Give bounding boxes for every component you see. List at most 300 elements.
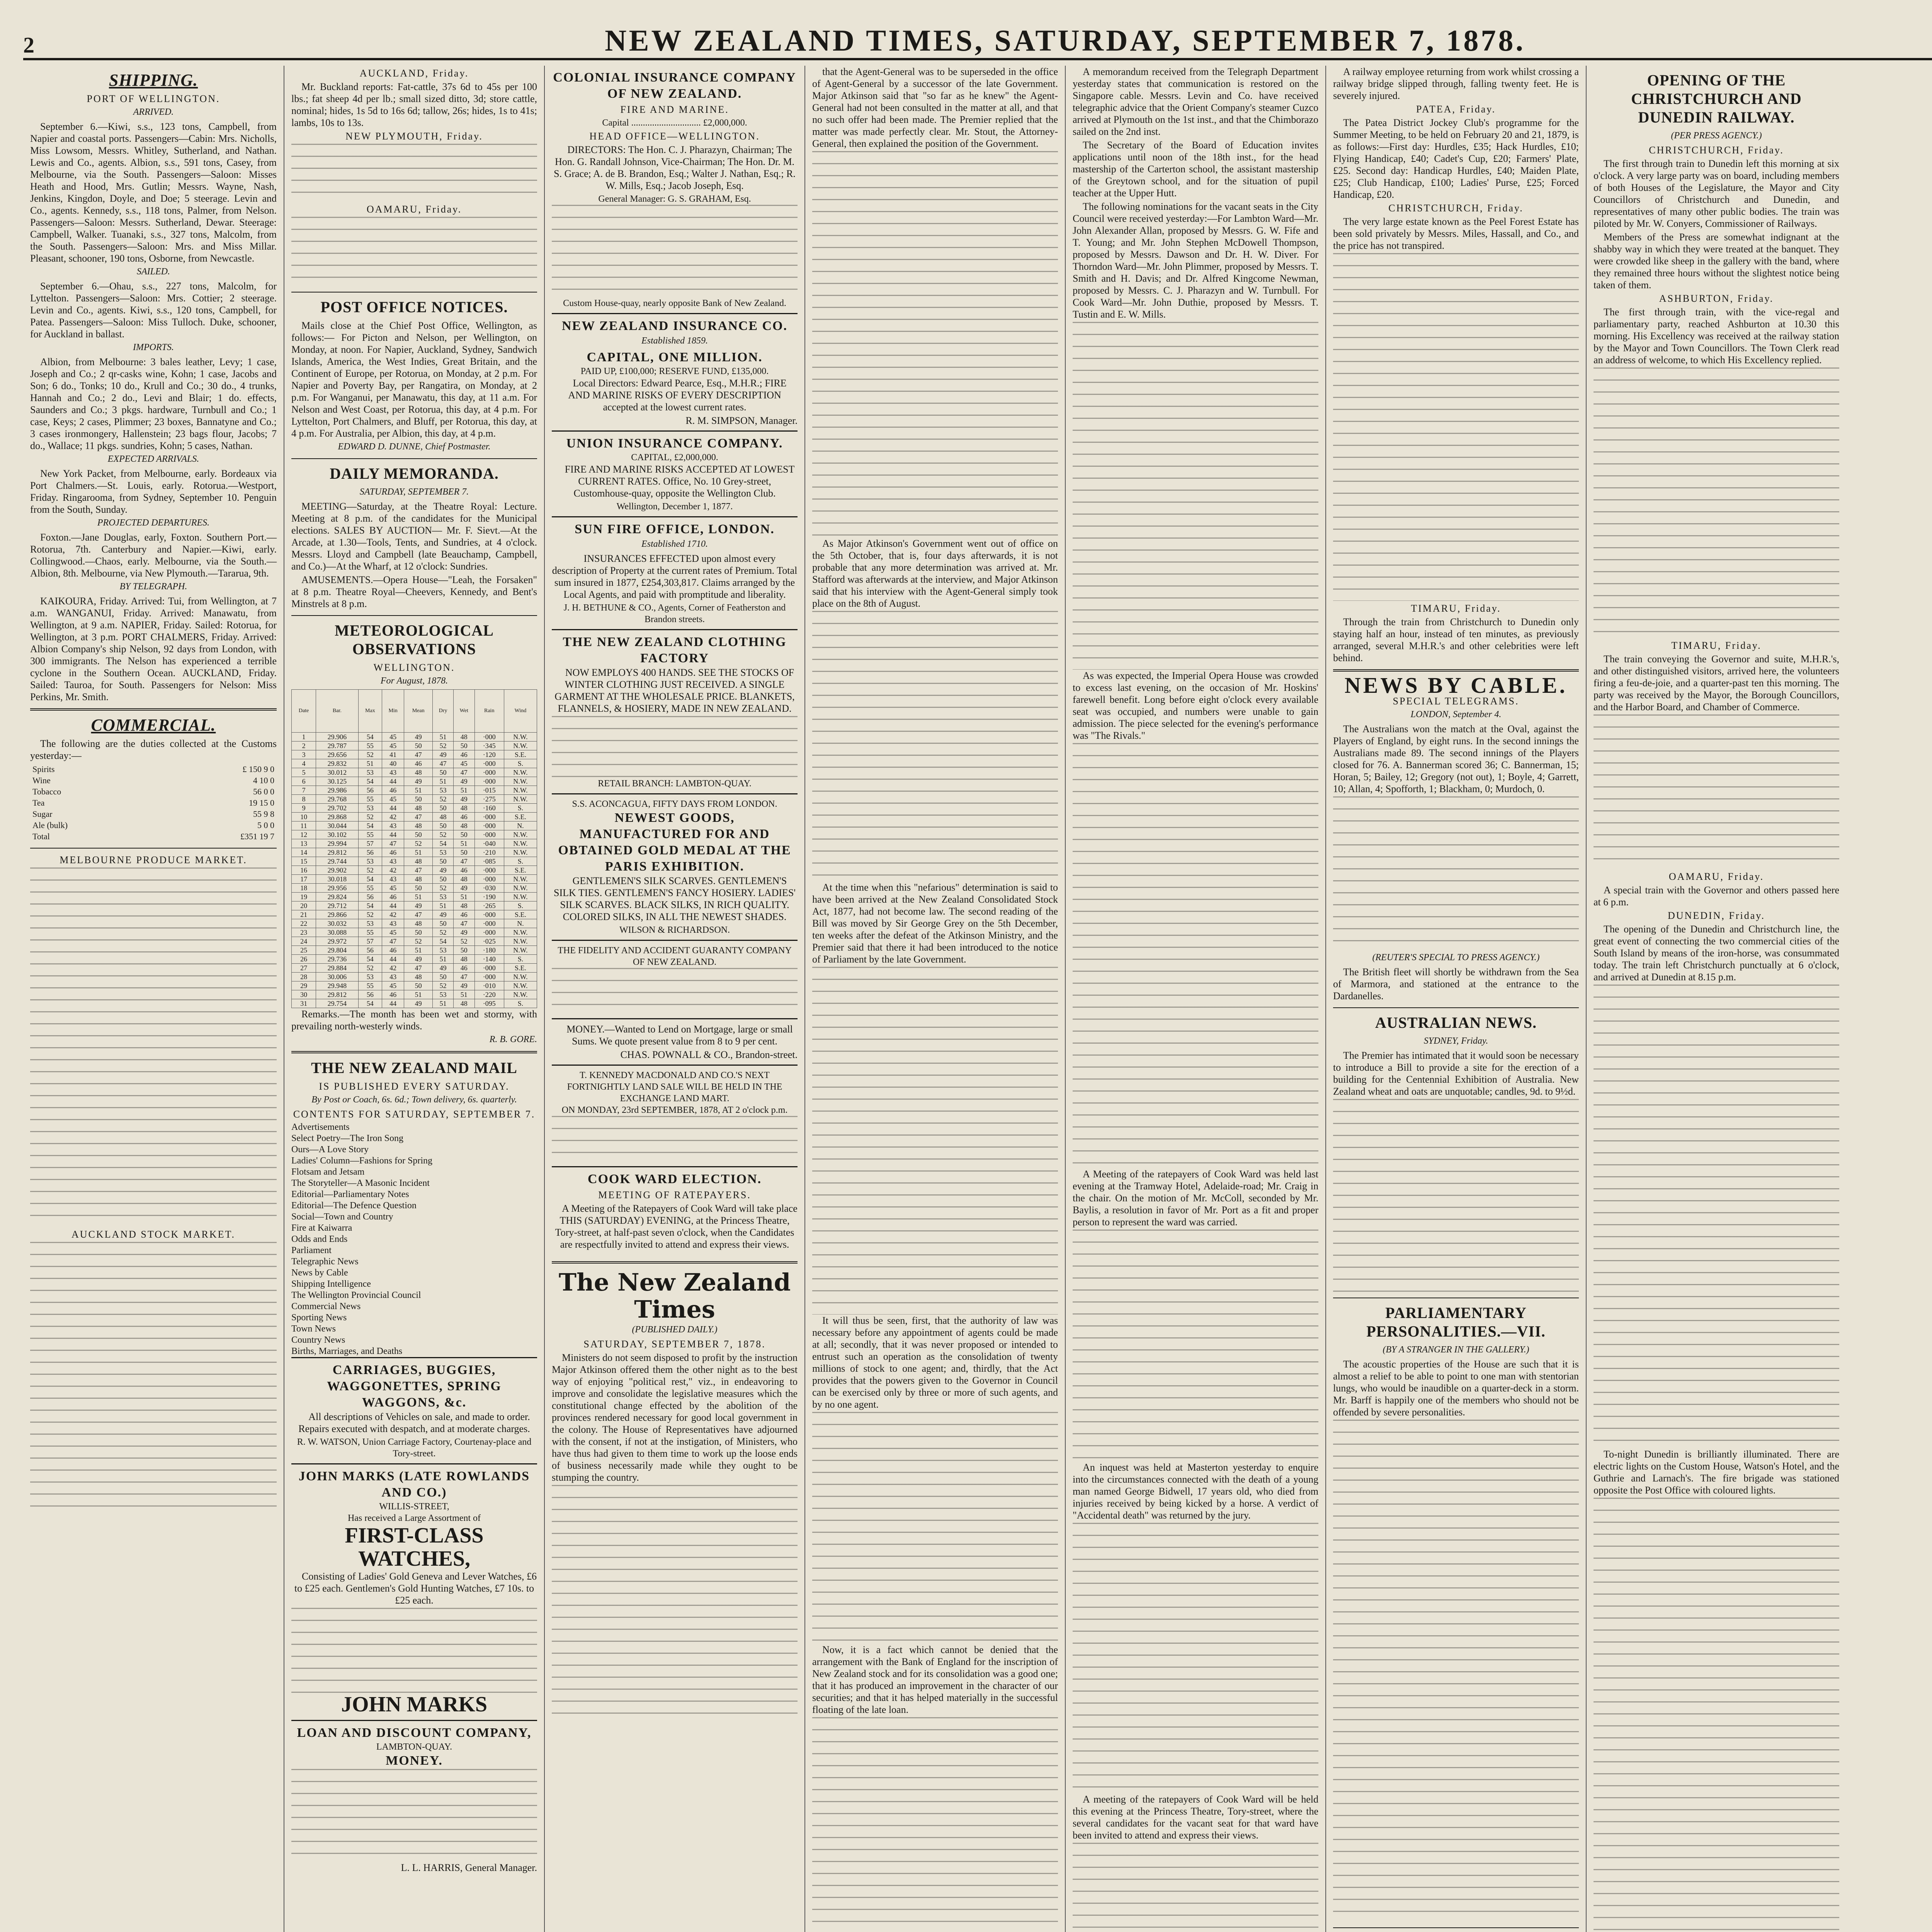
nzins-sign: R. M. SIMPSON, Manager.	[685, 415, 798, 426]
jm-sub: WILLIS-STREET,	[379, 1502, 449, 1512]
met-cell: 49	[433, 964, 454, 973]
met-cell: 29	[292, 981, 316, 990]
met-cell: S.	[504, 901, 537, 910]
money-advert	[552, 1018, 798, 1065]
duty-amount: 56 0 0	[253, 787, 274, 796]
met-cell: 50	[433, 875, 454, 884]
divider	[30, 848, 277, 849]
oamaru-head: OAMARU, Friday.	[1668, 871, 1764, 882]
met-cell: 50	[453, 946, 474, 955]
goods-heading: NEWEST GOODS, MANUFACTURED FOR AND OBTAINED GOLD MEDAL AT THE PARIS EXHIBITION.	[558, 811, 791, 874]
union-capital: CAPITAL, £2,000,000.	[631, 452, 718, 463]
body-text-block	[812, 1412, 1058, 1644]
met-row	[292, 999, 537, 1008]
met-cell: 49	[433, 750, 454, 759]
kennedy-date: ON MONDAY, 23rd SEPTEMBER, 1878, AT 2 o'clock p.m.	[561, 1105, 788, 1115]
news-item: A Meeting of the ratepayers of Cook Ward was held last evening at the Tramway Hotel, Adelaide-road; Mr. Craig in the chair. On the motion of Mr. McColl, seconded by Mr. Baylis, a resolution in favor of Mr. Port as a fit and proper person to represent the ward was carried.	[1073, 1168, 1318, 1228]
masthead	[23, 15, 1932, 60]
duty-row	[31, 764, 276, 774]
met-cell: 53	[433, 848, 454, 857]
met-cell: ·000	[474, 759, 504, 768]
sunfire-text: INSURANCES EFFECTED upon almost every description of Property at the current rates of Premium. Total sum insured in 1877, £254,303,817. Claims arranged by the Local Agents, and paid with promptitude and liberality.	[552, 553, 798, 600]
met-cell: 49	[433, 866, 454, 875]
columns	[23, 66, 1932, 1932]
colonial-advert	[552, 66, 798, 313]
met-column-header: Dry	[433, 690, 454, 733]
met-row	[292, 795, 537, 804]
body-text-block	[1333, 1420, 1579, 1922]
mail-contents-item: The Wellington Provincial Council	[291, 1290, 421, 1300]
met-cell: 29.906	[316, 733, 358, 742]
mail-contents-item: Flotsam and Jetsam	[291, 1167, 365, 1177]
met-cell: 47	[453, 768, 474, 777]
met-cell: 52	[433, 830, 454, 839]
column-7	[1586, 66, 1846, 1932]
met-cell: 50	[404, 928, 433, 937]
body-text-block	[1333, 253, 1579, 601]
divider	[30, 708, 277, 711]
met-cell: 49	[404, 901, 433, 910]
nzins-text: Local Directors: Edward Pearce, Esq., M.H.R.; FIRE AND MARINE RISKS OF EVERY DESCRIPTION accepted at the lowest current rates.	[568, 378, 787, 413]
met-cell: 54	[358, 901, 382, 910]
duty-item: Tea	[32, 798, 45, 808]
nzins-est: Established 1859.	[641, 336, 708, 346]
news-item: A meeting of the ratepayers of Cook Ward will be held this evening at the Princess Theatre, Tory-street, where the several candidates for the vacant seat for that ward have been invited to attend and express their views.	[1073, 1794, 1318, 1841]
post-text: Mails close at the Chief Post Office, Wellington, as follows:— For Picton and Nelson, per Wellington, on Monday, at noon. For Napier, Auckland, Sydney, Sandwich Islands, America, the West Indies, Great Britain, and the Continent of Europe, per Rotorua, on Monday, at 2 p.m. For Napier and Poverty Bay, per Rangatira, on Monday, at 2 p.m. For Wanganui, per Manawatu, this day, at 11 a.m. For Nelson and West Coast, per Rotorua, this day, at 4 p.m. For Lyttelton, Port Chalmers, and Bluff, per Rotorua, this day, at 4 p.m. For Australia, per Albion, this day, at 4 p.m.	[291, 320, 537, 439]
timaru-head: TIMARU, Friday.	[1671, 640, 1762, 651]
met-cell: 53	[358, 919, 382, 928]
body-text-block	[552, 968, 798, 1014]
editorial-cont-3: At the time when this "nefarious" determination is said to have been arrived at the New Zealand Consolidated Stock Act, 1877, had not become law. The second reading of the Bill was moved by Sir George Grey on the 5th December, ten weeks after the defeat of the Atkinson Ministry, and the Premier said that there it had been introduced to the notice of Parliament by the late Government.	[812, 882, 1058, 965]
met-cell: 48	[404, 919, 433, 928]
met-cell: 30.125	[316, 777, 358, 786]
met-cell: S.	[504, 955, 537, 964]
met-cell: ·140	[474, 955, 504, 964]
met-cell: S.E.	[504, 750, 537, 759]
met-cell: 51	[433, 999, 454, 1008]
met-cell: 29.994	[316, 839, 358, 848]
met-cell: 52	[358, 910, 382, 919]
met-cell: N.W.	[504, 981, 537, 990]
sunfire-est: Established 1710.	[641, 539, 708, 549]
telegraph-label: BY TELEGRAPH.	[119, 582, 187, 592]
met-cell: 56	[358, 786, 382, 795]
met-cell: 46	[453, 910, 474, 919]
opening-text-2: Members of the Press are somewhat indignant at the shabby way in which they were treated at the banquet. They were crowded like sheep in the gallery with the band, where they remained three hours without the slightest notice being taken of them.	[1594, 231, 1839, 291]
met-cell: 56	[358, 848, 382, 857]
loan-advert	[291, 1720, 537, 1878]
met-cell: 51	[453, 990, 474, 999]
amusements-text: AMUSEMENTS.—Opera House—"Leah, the Forsaken" at 8 p.m. Theatre Royal—Cheevers, Kennedy, and Bent's Minstrels at 8 p.m.	[291, 574, 537, 609]
met-cell: 20	[292, 901, 316, 910]
met-cell: N.W.	[504, 795, 537, 804]
met-cell: 50	[433, 973, 454, 981]
met-cell: 50	[453, 830, 474, 839]
mail-contents-item: Births, Marriages, and Deaths	[291, 1346, 403, 1356]
news-item: The following nominations for the vacant seats in the City Council were received yesterday:—For Lambton Ward—Mr. John Alexander Allan, proposed by Messrs. G. W. Fife and T. Young; and Mr. John Stephen McDowell Thompson, proposed by Messrs. Dawson and Dr. H. W. Diver. For Thorndon Ward—Mr. John Plimmer, proposed by Messrs. T. Smith and H. Davis; and Dr. Alfred Kingcome Newman, proposed by Messrs. C. J. Pharazyn and W. Turnbull. For Cook Ward—Mr. John Duthie, proposed by Messrs. T. Tustin and E. W. Mills.	[1073, 201, 1318, 320]
met-cell: 50	[404, 981, 433, 990]
met-cell: 57	[358, 937, 382, 946]
met-column-header: Wet	[453, 690, 474, 733]
met-cell: 9	[292, 804, 316, 813]
met-cell: 30.032	[316, 919, 358, 928]
met-row	[292, 955, 537, 964]
met-cell: ·345	[474, 742, 504, 750]
mail-contents-list	[291, 1122, 537, 1357]
met-cell: 46	[404, 759, 433, 768]
met-cell: 54	[358, 821, 382, 830]
met-cell: 49	[404, 777, 433, 786]
met-cell: 47	[404, 750, 433, 759]
mail-contents: CONTENTS FOR SATURDAY, SEPTEMBER 7.	[293, 1109, 536, 1120]
met-cell: 53	[358, 768, 382, 777]
body-text-block	[1333, 1099, 1579, 1292]
goods-list: GENTLEMEN'S SILK SCARVES. GENTLEMEN'S SILK TIES. GENTLEMEN'S FANCY HOSIERY. LADIES' SILK SCARVES. BLACK SILKS, IN RICH QUALITY. COLORED SILKS, IN ALL THE NEWEST SHADES.	[554, 875, 796, 922]
met-cell: S.	[504, 804, 537, 813]
met-row	[292, 821, 537, 830]
body-text-block	[1594, 714, 1839, 869]
met-cell: 49	[433, 910, 454, 919]
met-cell: N.W.	[504, 839, 537, 848]
divider	[291, 458, 537, 459]
jm-watches: FIRST-CLASS WATCHES,	[345, 1524, 484, 1571]
met-cell: ·000	[474, 866, 504, 875]
met-cell: 53	[433, 786, 454, 795]
met-cell: 45	[382, 884, 404, 893]
met-row	[292, 884, 537, 893]
met-cell: 29.972	[316, 937, 358, 946]
body-text-block	[1594, 367, 1839, 638]
divider	[291, 292, 537, 293]
met-cell: N.W.	[504, 973, 537, 981]
body-text-block	[812, 611, 1058, 881]
met-cell: 29.902	[316, 866, 358, 875]
met-row	[292, 759, 537, 768]
met-cell: 54	[358, 733, 382, 742]
met-cell: ·010	[474, 981, 504, 990]
sun-fire-advert	[552, 516, 798, 629]
nz-insurance-advert	[552, 313, 798, 430]
met-row	[292, 786, 537, 795]
column-2	[284, 66, 544, 1932]
paper-date: SATURDAY, SEPTEMBER 7, 1878.	[583, 1338, 766, 1350]
clothing-sign: RETAIL BRANCH: LAMBTON-QUAY.	[598, 779, 752, 789]
body-text-block	[291, 1769, 537, 1862]
met-cell: 57	[358, 839, 382, 848]
duty-row	[31, 775, 276, 786]
met-cell: 50	[404, 830, 433, 839]
union-sign: Wellington, December 1, 1877.	[616, 502, 733, 512]
body-text-block	[291, 1608, 537, 1693]
sailed-text: September 6.—Ohau, s.s., 227 tons, Malcolm, for Lyttelton. Passengers—Saloon: Mrs. Cottier; 2 steerage. Levin and Co., agents. Kiwi, s.s., 120 tons, Campbell, for Patea. Passengers—Saloon: Miss Tulloch. Duke, schooner, for Auckland in ballast.	[30, 281, 277, 340]
met-cell: N.W.	[504, 884, 537, 893]
met-row	[292, 990, 537, 999]
ashburton-text: The first through train, with the vice-regal and parliamentary party, reached Ashburton at 10.30 this morning. His Excellency was received at the railway station by the Mayor and Town Councillors. The Town Clerk read an address of welcome, to which His Excellency replied.	[1594, 306, 1839, 366]
cookward-heading: COOK WARD ELECTION.	[587, 1172, 762, 1186]
body-text-block	[30, 867, 277, 1227]
met-cell: 50	[433, 857, 454, 866]
met-row	[292, 901, 537, 910]
colonial-manager: General Manager: G. S. GRAHAM, Esq.	[598, 194, 751, 204]
met-row	[292, 973, 537, 981]
aus-heading: AUSTRALIAN NEWS.	[1375, 1014, 1537, 1031]
met-cell: 44	[382, 830, 404, 839]
news-item: A memorandum received from the Telegraph Department yesterday states that communication is restored on the Singapore cable. Messrs. Levin and Co. have received telegraphic advice that the Orient Company's steamer Cuzco arrived at Plymouth on the 1st inst., and that the Chimborazo sailed on the 2nd inst.	[1073, 66, 1318, 137]
body-text-block	[291, 144, 537, 202]
arrived-label: ARRIVED.	[133, 107, 174, 117]
met-cell: 42	[382, 813, 404, 821]
met-cell: 51	[404, 990, 433, 999]
column-5	[1065, 66, 1325, 1932]
met-cell: 49	[453, 981, 474, 990]
met-cell: N.W.	[504, 768, 537, 777]
duty-amount: £351 19 7	[240, 832, 274, 841]
met-cell: 50	[433, 804, 454, 813]
met-cell: 8	[292, 795, 316, 804]
mail-contents-item: Editorial—The Defence Question	[291, 1201, 417, 1211]
mail-contents-item: Editorial—Parliamentary Notes	[291, 1189, 409, 1199]
oamaru-head: OAMARU, Friday.	[366, 204, 462, 215]
mail-contents-item: The Storyteller—A Masonic Incident	[291, 1178, 430, 1188]
met-cell: 48	[404, 857, 433, 866]
met-cell: 56	[358, 990, 382, 999]
met-cell: 49	[453, 777, 474, 786]
clothing-advert	[552, 629, 798, 793]
post-heading: POST OFFICE NOTICES.	[320, 298, 508, 316]
met-cell: 45	[453, 759, 474, 768]
body-text-block	[1073, 1523, 1318, 1793]
auckland-stock-heading: AUCKLAND STOCK MARKET.	[71, 1229, 235, 1240]
oamaru-text: A special train with the Governor and others passed here at 6 p.m.	[1594, 884, 1839, 908]
mail-contents-item: Country News	[291, 1335, 345, 1345]
duty-item: Total	[32, 832, 50, 841]
met-cell: ·210	[474, 848, 504, 857]
met-cell: 47	[404, 910, 433, 919]
divider	[291, 615, 537, 616]
met-cell: 51	[404, 946, 433, 955]
met-cell: 52	[404, 839, 433, 848]
met-cell: N.	[504, 919, 537, 928]
met-cell: 19	[292, 893, 316, 901]
met-cell: 46	[382, 786, 404, 795]
column-1	[23, 66, 284, 1932]
met-cell: 52	[358, 866, 382, 875]
met-row	[292, 875, 537, 884]
met-cell: 43	[382, 973, 404, 981]
met-cell: 18	[292, 884, 316, 893]
ashburton-head: ASHBURTON, Friday.	[1659, 293, 1774, 304]
loan-sub: LAMBTON-QUAY.	[376, 1742, 452, 1752]
dunedin-text: The opening of the Dunedin and Christchurch line, the great event of connecting the two commercial cities of the South Island by means of the iron-horse, was consummated today. The train left Christchurch punctually at 6 o'clock, and arrived at Dunedin at 8.15 p.m.	[1594, 923, 1839, 983]
met-cell: 48	[404, 973, 433, 981]
carriages-text: All descriptions of Vehicles on sale, and made to order. Repairs executed with despatch, and at moderate charges.	[298, 1411, 530, 1434]
union-advert	[552, 430, 798, 516]
met-cell: 28	[292, 973, 316, 981]
divider	[1333, 669, 1579, 672]
met-row	[292, 742, 537, 750]
met-row	[292, 777, 537, 786]
christchurch-head: CHRISTCHURCH, Friday.	[1388, 202, 1524, 214]
union-text: FIRE AND MARINE RISKS ACCEPTED AT LOWEST CURRENT RATES. Office, No. 10 Grey-street, Customhouse-quay, opposite the Wellington Club.	[565, 464, 795, 499]
met-cell: 29.986	[316, 786, 358, 795]
met-row	[292, 839, 537, 848]
met-cell: ·190	[474, 893, 504, 901]
met-cell: 47	[433, 759, 454, 768]
met-cell: 49	[404, 955, 433, 964]
met-cell: 29.702	[316, 804, 358, 813]
met-cell: 56	[358, 946, 382, 955]
met-cell: ·000	[474, 777, 504, 786]
memoranda-text: MEETING—Saturday, at the Theatre Royal: Lecture. Meeting at 8 p.m. of the candidates for the Municipal elections. SALES BY AUCTION— Mr. F. Sievt.—At the Arcade, at 1.30—Tools, Tents, and Sundries, at 4 o'clock. Messrs. Lloyd and Campbell (late Beauchamp, Campbell, and Co.)—At the Wharf, at 12 o'clock: Sundries.	[291, 501, 537, 572]
body-text-block	[1073, 743, 1318, 1168]
met-cell: 43	[382, 875, 404, 884]
met-cell: 50	[453, 742, 474, 750]
met-cell: 50	[433, 821, 454, 830]
met-cell: 52	[433, 981, 454, 990]
met-cell: 45	[382, 981, 404, 990]
colonial-agents: Custom House-quay, nearly opposite Bank of New Zealand.	[563, 298, 786, 308]
met-cell: 43	[382, 857, 404, 866]
duty-row	[31, 798, 276, 808]
mail-contents-item: Ladies' Column—Fashions for Spring	[291, 1156, 432, 1166]
met-cell: 47	[453, 857, 474, 866]
met-cell: ·000	[474, 964, 504, 973]
sunfire-sign: J. H. BETHUNE & CO., Agents, Corner of Featherston and Brandon streets.	[563, 603, 786, 624]
telegraph-text: KAIKOURA, Friday. Arrived: Tui, from Wellington, at 7 a.m. WANGANUI, Friday. Arrived: Manawatu, from Wellington, at 9 a.m. NAPIER, Friday. Sailed: Rotorua, for Wellington, at 3 p.m. PORT CHALMERS, Friday. Arrived: Albion Company's ship Nelson, 92 days from London, with 300 immigrants. The Nelson has experienced a terrible cyclone in the Southern Ocean. AUCKLAND, Friday. Sailed: Tauroa, for South. Passengers for Nelson: Miss Perkins, Mr. Smith.	[30, 595, 277, 702]
met-cell: 55	[358, 884, 382, 893]
met-cell: 47	[404, 964, 433, 973]
met-cell: 40	[382, 759, 404, 768]
met-cell: 47	[382, 937, 404, 946]
met-cell: 46	[453, 866, 474, 875]
met-column-header: Bar.	[316, 690, 358, 733]
melbourne-text	[30, 867, 277, 1227]
met-cell: 45	[382, 733, 404, 742]
cable-heading: NEWS BY CABLE.	[1344, 673, 1568, 698]
met-cell: N.W.	[504, 946, 537, 955]
met-cell: 50	[453, 848, 474, 857]
met-cell: 43	[382, 768, 404, 777]
met-cell: S.E.	[504, 866, 537, 875]
news-item: An inquest was held at Masterton yesterday to enquire into the circumstances connected with the death of a young man named George Bidwell, 17 years old, who died from injuries received by being kicked by a horse. A verdict of "Accidental death" was returned by the jury.	[1073, 1462, 1318, 1521]
met-cell: 54	[358, 955, 382, 964]
news-item: The Secretary of the Board of Education invites applications until noon of the 18th inst., for the head mastership of the Carterton school, the assistant mastership of the Greytown school, and for the situation of pupil teacher at the Upper Hutt.	[1073, 139, 1318, 199]
met-cell: 49	[453, 928, 474, 937]
met-cell: 17	[292, 875, 316, 884]
mail-contents-item: Telegraphic News	[291, 1257, 359, 1267]
met-cell: 53	[433, 990, 454, 999]
met-cell: 30.018	[316, 875, 358, 884]
met-column-header: Date	[292, 690, 316, 733]
column-6	[1325, 66, 1586, 1932]
met-cell: 42	[382, 910, 404, 919]
met-cell: 55	[358, 928, 382, 937]
body-text-block	[552, 205, 798, 298]
met-signoff: R. B. GORE.	[489, 1034, 537, 1044]
met-cell: 29.754	[316, 999, 358, 1008]
cable-text: The Australians won the match at the Oval, against the Players of England, by eight runs. In the second innings the Australians made 89. The second innings of the Players closed for 76. A. Bannerman scored 36; C. Bannerman, 15; Horan, 5; Bailey, 12; Gregory (not out), 1; Boyle, 4; Garrett, 10; Allan, 4; Spofforth, 1; Blackham, 0; Murdoch, 0.	[1333, 723, 1579, 794]
auckland-head: AUCKLAND, Friday.	[359, 68, 469, 79]
met-cell: N.W.	[504, 848, 537, 857]
jm-footer: JOHN MARKS	[341, 1692, 487, 1716]
projected-label: PROJECTED DEPARTURES.	[97, 518, 210, 528]
duty-amount: £ 150 9 0	[242, 764, 274, 774]
mail-contents-item: Odds and Ends	[291, 1234, 348, 1244]
met-cell: 51	[404, 786, 433, 795]
met-cell: 29.736	[316, 955, 358, 964]
met-cell: 52	[358, 750, 382, 759]
met-cell: 27	[292, 964, 316, 973]
met-row	[292, 750, 537, 759]
duties-table	[30, 763, 277, 842]
met-cell: 48	[453, 999, 474, 1008]
body-text-block	[1594, 1498, 1839, 1932]
met-cell: 53	[433, 893, 454, 901]
met-heading: METEOROLOGICAL OBSERVATIONS	[335, 622, 494, 658]
met-cell: N.W.	[504, 937, 537, 946]
met-cell: 48	[453, 804, 474, 813]
divider	[1333, 1927, 1579, 1928]
body-text-block	[552, 1485, 798, 1717]
timaru-text: Through the train from Christchurch to Dunedin only staying half an hour, instead of ten minutes, as previously arranged, several M.H.R.'s and other celebrities were left behind.	[1333, 616, 1579, 663]
column-4	[804, 66, 1065, 1932]
met-cell: ·180	[474, 946, 504, 955]
divider	[1333, 1007, 1579, 1008]
met-row	[292, 848, 537, 857]
met-cell: 50	[404, 884, 433, 893]
met-cell: 54	[433, 937, 454, 946]
kennedy-text: T. KENNEDY MACDONALD AND CO.'S NEXT FORTNIGHTLY LAND SALE WILL BE HELD IN THE EXCHANGE LAND MART.	[567, 1070, 782, 1104]
patea-head: PATEA, Friday.	[1416, 104, 1496, 115]
cookward-sub: MEETING OF RATEPAYERS.	[598, 1189, 751, 1201]
mail-contents-item: Sporting News	[291, 1313, 347, 1323]
clothing-heading: THE NEW ZEALAND CLOTHING FACTORY	[563, 635, 787, 665]
met-cell: 29.656	[316, 750, 358, 759]
met-cell: 52	[358, 964, 382, 973]
met-cell: 30.012	[316, 768, 358, 777]
met-cell: S.	[504, 999, 537, 1008]
met-cell: 11	[292, 821, 316, 830]
met-cell: 47	[404, 866, 433, 875]
timaru-text: The train conveying the Governor and suite, M.H.R.'s, and other distinguished visitors, arrived here, the volunteers firing a feu-de-joie, and a quarter-past ten this morning. The party was received by the Mayor, the Borough Councillors, and the Harbor Board, and Chamber of Commerce.	[1594, 653, 1839, 713]
met-cell: ·000	[474, 813, 504, 821]
met-cell: S.	[504, 759, 537, 768]
met-cell: ·095	[474, 999, 504, 1008]
aus-text: The Premier has intimated that it would soon be necessary to introduce a Bill to provide a site for the erection of a building for the Centennial Exhibition of Australia. New Zealand wheat and oats are unquotable; candles, 9d. to 9½d.	[1333, 1050, 1579, 1097]
met-cell: 48	[404, 768, 433, 777]
met-cell: 46	[382, 893, 404, 901]
met-row	[292, 768, 537, 777]
goods-advert	[552, 793, 798, 940]
met-cell: N.W.	[504, 733, 537, 742]
mail-contents-item: Fire at Kaiwarra	[291, 1223, 352, 1233]
christchurch-text: The very large estate known as the Peel Forest Estate has been sold privately by Messrs. Miles, Hassall, and Co., and the price has not transpired.	[1333, 216, 1579, 251]
met-cell: 23	[292, 928, 316, 937]
editorial-cont-5: Now, it is a fact which cannot be denied that the arrangement with the Bank of England for the inscription of New Zealand stock and for its consolidation was a good one; that it has produced an improvement in the character of our securities; and that it has helped materially in the successful floating of the late loan.	[812, 1644, 1058, 1715]
john-marks-advert	[291, 1463, 537, 1720]
port-heading: PORT OF WELLINGTON.	[87, 93, 220, 104]
body-text-block	[1073, 1843, 1318, 1932]
paper-sub: (PUBLISHED DAILY.)	[632, 1325, 718, 1335]
met-cell: 48	[453, 901, 474, 910]
met-table	[291, 689, 537, 1008]
met-cell: 50	[404, 742, 433, 750]
editorial-text: Ministers do not seem disposed to profit by the instruction Major Atkinson offered them the other night as to the best way of enjoying "political rest," viz., in endeavoring to improve and consolidate the legislative measures which the constitutional change effected by the abolition of the provinces rendered necessary for good local government in the colony. The House of Representatives have adjourned with the consent, if not at the instigation, of Ministers, who have thus had given to them time to work up the loose ends of business necessarily made while they ought to be stumping the country.	[552, 1352, 798, 1483]
met-cell: 46	[453, 750, 474, 759]
met-cell: 46	[382, 848, 404, 857]
dunedin-head: DUNEDIN, Friday.	[1667, 910, 1765, 921]
met-cell: S.	[504, 857, 537, 866]
